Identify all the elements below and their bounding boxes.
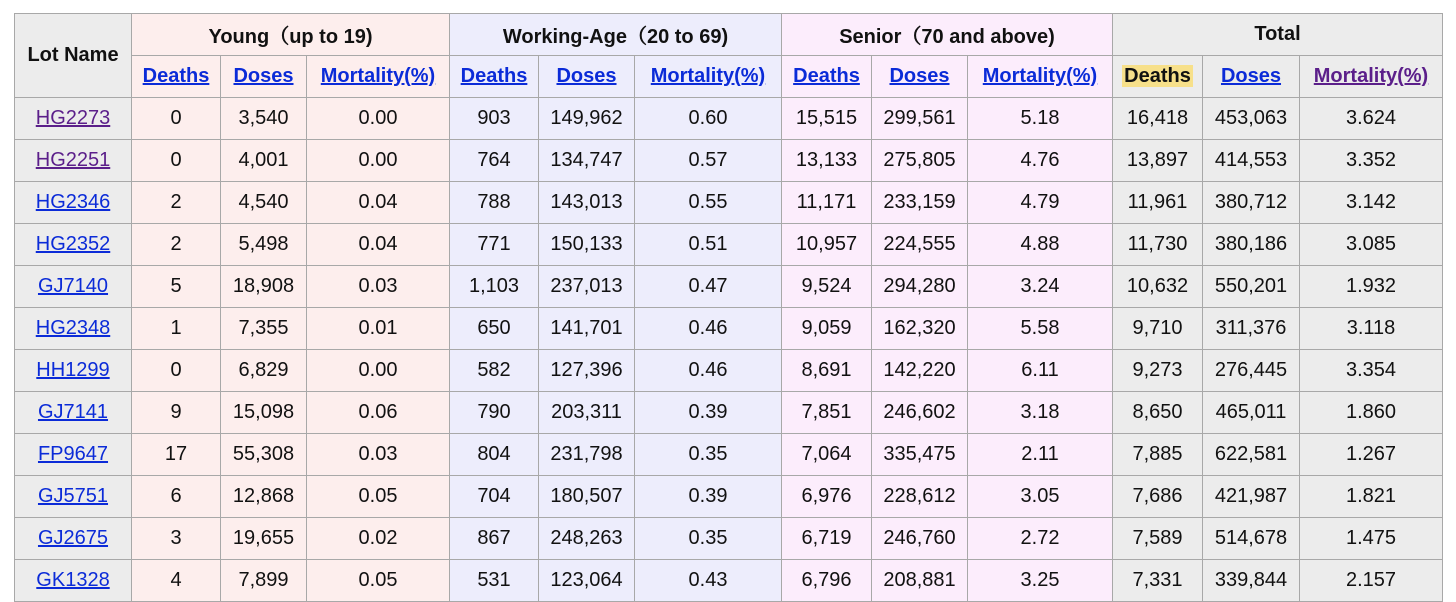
- working-doses-cell: 231,798: [539, 434, 635, 476]
- young-mortality-cell: 0.04: [307, 224, 450, 266]
- young-doses-cell: 6,829: [221, 350, 307, 392]
- working-mortality-cell: 0.35: [635, 434, 782, 476]
- young-deaths-header: [132, 56, 221, 98]
- senior-doses-cell: 299,561: [872, 98, 968, 140]
- total-mortality-cell: 1.932: [1300, 266, 1443, 308]
- working-doses-cell: 237,013: [539, 266, 635, 308]
- table-row: [15, 560, 1443, 602]
- young-doses-cell: 5,498: [221, 224, 307, 266]
- total-mortality-cell: 3.352: [1300, 140, 1443, 182]
- young-deaths-cell: 9: [132, 392, 221, 434]
- young-doses-cell: 7,355: [221, 308, 307, 350]
- working-mortality-cell: 0.57: [635, 140, 782, 182]
- lot-link[interactable]: HG2348: [35, 317, 111, 339]
- working-deaths-cell: 804: [450, 434, 539, 476]
- senior-doses-cell: 228,612: [872, 476, 968, 518]
- lot-link[interactable]: HH1299: [36, 359, 110, 381]
- total-doses-cell: 622,581: [1203, 434, 1300, 476]
- senior-mortality-cell: 4.88: [968, 224, 1113, 266]
- lot-link[interactable]: GJ5751: [37, 485, 109, 507]
- working-mortality-header: [635, 56, 782, 98]
- young-mortality-cell: 0.03: [307, 434, 450, 476]
- young-mortality-cell: 0.04: [307, 182, 450, 224]
- senior-deaths-header: [782, 56, 872, 98]
- young-deaths-cell: 5: [132, 266, 221, 308]
- working-mortality-cell: 0.60: [635, 98, 782, 140]
- senior-deaths-cell: 7,851: [782, 392, 872, 434]
- sort-young-deaths-link[interactable]: Deaths: [142, 65, 210, 87]
- total-doses-cell: 453,063: [1203, 98, 1300, 140]
- total-doses-cell: 380,186: [1203, 224, 1300, 266]
- working-doses-cell: 248,263: [539, 518, 635, 560]
- total-doses-cell: 465,011: [1203, 392, 1300, 434]
- young-deaths-cell: 4: [132, 560, 221, 602]
- lot-name-cell: [15, 434, 132, 476]
- table-row: [15, 392, 1443, 434]
- senior-deaths-cell: 10,957: [782, 224, 872, 266]
- lot-mortality-table: [14, 13, 1443, 602]
- table-row: [15, 224, 1443, 266]
- table-row: [15, 266, 1443, 308]
- total-mortality-cell: 3.142: [1300, 182, 1443, 224]
- working-mortality-cell: 0.35: [635, 518, 782, 560]
- senior-doses-cell: 275,805: [872, 140, 968, 182]
- working-mortality-cell: 0.39: [635, 392, 782, 434]
- table-header: [15, 14, 1443, 98]
- table-row: [15, 182, 1443, 224]
- young-deaths-cell: 0: [132, 350, 221, 392]
- working-deaths-cell: 764: [450, 140, 539, 182]
- young-doses-cell: 18,908: [221, 266, 307, 308]
- working-doses-cell: 134,747: [539, 140, 635, 182]
- group-header-row: [15, 14, 1443, 56]
- lot-name-cell: [15, 266, 132, 308]
- sort-working-doses-link[interactable]: Doses: [556, 65, 617, 87]
- senior-deaths-cell: 9,059: [782, 308, 872, 350]
- sort-total-mortality-link[interactable]: Mortality(%): [1313, 65, 1429, 87]
- senior-mortality-header: [968, 56, 1113, 98]
- working-doses-cell: 149,962: [539, 98, 635, 140]
- lot-name-cell: [15, 560, 132, 602]
- lot-link[interactable]: HG2352: [35, 233, 111, 255]
- total-doses-cell: 514,678: [1203, 518, 1300, 560]
- lot-link[interactable]: GK1328: [36, 569, 110, 591]
- lot-name-cell: [15, 350, 132, 392]
- lot-link[interactable]: GJ2675: [37, 527, 109, 549]
- table-row: [15, 308, 1443, 350]
- working-age-group-header: Working-Age（20 to 69): [450, 14, 782, 56]
- working-deaths-cell: 771: [450, 224, 539, 266]
- total-deaths-cell: 7,885: [1113, 434, 1203, 476]
- senior-deaths-cell: 9,524: [782, 266, 872, 308]
- young-doses-cell: 19,655: [221, 518, 307, 560]
- lot-link[interactable]: FP9647: [37, 443, 109, 465]
- senior-deaths-cell: 6,976: [782, 476, 872, 518]
- sort-senior-doses-link[interactable]: Doses: [889, 65, 950, 87]
- total-deaths-cell: 7,686: [1113, 476, 1203, 518]
- senior-doses-cell: 294,280: [872, 266, 968, 308]
- young-doses-cell: 55,308: [221, 434, 307, 476]
- senior-deaths-cell: 11,171: [782, 182, 872, 224]
- young-mortality-cell: 0.05: [307, 476, 450, 518]
- table-row: [15, 434, 1443, 476]
- total-mortality-header: [1300, 56, 1443, 98]
- lot-name-cell: [15, 182, 132, 224]
- young-mortality-cell: 0.03: [307, 266, 450, 308]
- working-deaths-cell: 650: [450, 308, 539, 350]
- working-deaths-cell: 867: [450, 518, 539, 560]
- lot-link[interactable]: HG2273: [35, 107, 111, 129]
- working-deaths-cell: 531: [450, 560, 539, 602]
- total-deaths-cell: 16,418: [1113, 98, 1203, 140]
- senior-deaths-cell: 7,064: [782, 434, 872, 476]
- working-deaths-cell: 1,103: [450, 266, 539, 308]
- young-mortality-cell: 0.01: [307, 308, 450, 350]
- young-mortality-cell: 0.02: [307, 518, 450, 560]
- total-mortality-cell: 3.624: [1300, 98, 1443, 140]
- young-deaths-cell: 0: [132, 140, 221, 182]
- young-mortality-cell: 0.00: [307, 140, 450, 182]
- lot-name-header: Lot Name: [15, 14, 132, 98]
- young-doses-header: [221, 56, 307, 98]
- working-deaths-cell: 582: [450, 350, 539, 392]
- working-doses-cell: 141,701: [539, 308, 635, 350]
- senior-doses-header: [872, 56, 968, 98]
- table-row: [15, 140, 1443, 182]
- working-mortality-cell: 0.51: [635, 224, 782, 266]
- working-doses-cell: 143,013: [539, 182, 635, 224]
- sort-total-doses-link[interactable]: Doses: [1220, 65, 1282, 87]
- table-row: [15, 350, 1443, 392]
- total-doses-cell: 276,445: [1203, 350, 1300, 392]
- lot-name-cell: [15, 392, 132, 434]
- table-row: [15, 98, 1443, 140]
- working-deaths-cell: 788: [450, 182, 539, 224]
- working-mortality-cell: 0.43: [635, 560, 782, 602]
- young-doses-cell: 4,540: [221, 182, 307, 224]
- working-deaths-cell: 704: [450, 476, 539, 518]
- young-group-header: Young（up to 19): [132, 14, 450, 56]
- senior-mortality-cell: 3.05: [968, 476, 1113, 518]
- working-deaths-cell: 903: [450, 98, 539, 140]
- total-mortality-cell: 1.475: [1300, 518, 1443, 560]
- working-mortality-cell: 0.46: [635, 308, 782, 350]
- total-deaths-cell: 8,650: [1113, 392, 1203, 434]
- total-deaths-cell: 9,710: [1113, 308, 1203, 350]
- total-deaths-cell: 9,273: [1113, 350, 1203, 392]
- senior-mortality-cell: 3.24: [968, 266, 1113, 308]
- working-doses-cell: 203,311: [539, 392, 635, 434]
- total-doses-cell: 421,987: [1203, 476, 1300, 518]
- sort-senior-mortality-link[interactable]: Mortality(%): [982, 65, 1098, 87]
- table-row: [15, 518, 1443, 560]
- working-mortality-cell: 0.46: [635, 350, 782, 392]
- working-mortality-cell: 0.39: [635, 476, 782, 518]
- total-deaths-cell: 7,331: [1113, 560, 1203, 602]
- total-deaths-cell: 13,897: [1113, 140, 1203, 182]
- senior-doses-cell: 233,159: [872, 182, 968, 224]
- lot-link[interactable]: HG2251: [35, 149, 111, 171]
- senior-mortality-cell: 5.18: [968, 98, 1113, 140]
- young-doses-cell: 3,540: [221, 98, 307, 140]
- table-body: [15, 98, 1443, 602]
- senior-mortality-cell: 2.72: [968, 518, 1113, 560]
- lot-link[interactable]: GJ7140: [37, 275, 109, 297]
- total-doses-cell: 550,201: [1203, 266, 1300, 308]
- senior-doses-cell: 208,881: [872, 560, 968, 602]
- working-deaths-cell: 790: [450, 392, 539, 434]
- senior-deaths-cell: 8,691: [782, 350, 872, 392]
- sort-young-doses-link[interactable]: Doses: [233, 65, 294, 87]
- young-mortality-cell: 0.06: [307, 392, 450, 434]
- total-deaths-cell: 11,961: [1113, 182, 1203, 224]
- lot-name-cell: [15, 518, 132, 560]
- young-deaths-cell: 3: [132, 518, 221, 560]
- lot-name-cell: [15, 224, 132, 266]
- sort-working-mortality-link[interactable]: Mortality(%): [650, 65, 766, 87]
- young-deaths-cell: 17: [132, 434, 221, 476]
- lot-name-cell: [15, 476, 132, 518]
- senior-deaths-cell: 13,133: [782, 140, 872, 182]
- senior-mortality-cell: 4.76: [968, 140, 1113, 182]
- young-mortality-header: [307, 56, 450, 98]
- total-deaths-cell: 11,730: [1113, 224, 1203, 266]
- young-doses-cell: 7,899: [221, 560, 307, 602]
- total-mortality-cell: 1.821: [1300, 476, 1443, 518]
- lot-name-cell: [15, 140, 132, 182]
- senior-deaths-cell: 6,719: [782, 518, 872, 560]
- total-doses-cell: 339,844: [1203, 560, 1300, 602]
- total-mortality-cell: 2.157: [1300, 560, 1443, 602]
- senior-mortality-cell: 3.18: [968, 392, 1113, 434]
- total-deaths-cell: 7,589: [1113, 518, 1203, 560]
- total-mortality-cell: 3.354: [1300, 350, 1443, 392]
- senior-mortality-cell: 5.58: [968, 308, 1113, 350]
- lot-name-cell: [15, 308, 132, 350]
- senior-group-header: Senior（70 and above): [782, 14, 1113, 56]
- senior-doses-cell: 224,555: [872, 224, 968, 266]
- total-doses-header: [1203, 56, 1300, 98]
- total-deaths-header: [1113, 56, 1203, 98]
- young-deaths-cell: 2: [132, 224, 221, 266]
- young-deaths-cell: 1: [132, 308, 221, 350]
- senior-mortality-cell: 3.25: [968, 560, 1113, 602]
- young-deaths-cell: 2: [132, 182, 221, 224]
- total-mortality-cell: 1.267: [1300, 434, 1443, 476]
- total-deaths-cell: 10,632: [1113, 266, 1203, 308]
- working-mortality-cell: 0.47: [635, 266, 782, 308]
- sort-senior-deaths-link[interactable]: Deaths: [793, 65, 860, 87]
- total-mortality-cell: 3.085: [1300, 224, 1443, 266]
- lot-name-cell: [15, 98, 132, 140]
- young-deaths-cell: 0: [132, 98, 221, 140]
- working-doses-cell: 123,064: [539, 560, 635, 602]
- senior-mortality-cell: 6.11: [968, 350, 1113, 392]
- senior-doses-cell: 142,220: [872, 350, 968, 392]
- sort-working-deaths-link[interactable]: Deaths: [460, 65, 528, 87]
- working-doses-cell: 150,133: [539, 224, 635, 266]
- young-mortality-cell: 0.05: [307, 560, 450, 602]
- young-mortality-cell: 0.00: [307, 98, 450, 140]
- working-mortality-cell: 0.55: [635, 182, 782, 224]
- young-doses-cell: 12,868: [221, 476, 307, 518]
- senior-doses-cell: 335,475: [872, 434, 968, 476]
- senior-doses-cell: 246,602: [872, 392, 968, 434]
- total-doses-cell: 380,712: [1203, 182, 1300, 224]
- total-mortality-cell: 1.860: [1300, 392, 1443, 434]
- working-doses-header: [539, 56, 635, 98]
- working-doses-cell: 127,396: [539, 350, 635, 392]
- senior-mortality-cell: 4.79: [968, 182, 1113, 224]
- working-doses-cell: 180,507: [539, 476, 635, 518]
- young-deaths-cell: 6: [132, 476, 221, 518]
- total-mortality-cell: 3.118: [1300, 308, 1443, 350]
- sort-young-mortality-link[interactable]: Mortality(%): [320, 65, 436, 87]
- lot-link[interactable]: HG2346: [35, 191, 111, 213]
- young-mortality-cell: 0.00: [307, 350, 450, 392]
- senior-deaths-cell: 15,515: [782, 98, 872, 140]
- senior-mortality-cell: 2.11: [968, 434, 1113, 476]
- table-row: [15, 476, 1443, 518]
- senior-deaths-cell: 6,796: [782, 560, 872, 602]
- working-deaths-header: [450, 56, 539, 98]
- total-doses-cell: 311,376: [1203, 308, 1300, 350]
- senior-doses-cell: 162,320: [872, 308, 968, 350]
- total-deaths-highlight[interactable]: Deaths: [1124, 65, 1191, 87]
- lot-link[interactable]: GJ7141: [37, 401, 109, 423]
- senior-doses-cell: 246,760: [872, 518, 968, 560]
- total-group-header: Total: [1113, 14, 1443, 56]
- young-doses-cell: 15,098: [221, 392, 307, 434]
- young-doses-cell: 4,001: [221, 140, 307, 182]
- total-doses-cell: 414,553: [1203, 140, 1300, 182]
- sub-header-row: [15, 56, 1443, 98]
